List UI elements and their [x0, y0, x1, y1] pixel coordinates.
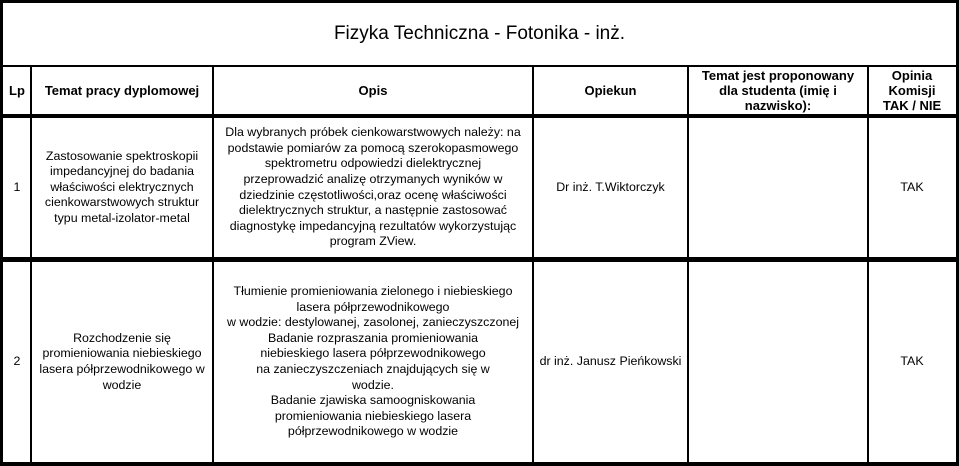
row-2-lp: 2 — [13, 354, 21, 369]
row-1-topic: Zastosowanie spektroskopii impedancyjnej do badania właściwości elektrycznych cienkowarstwowych struktur typu metal-izolator-metal — [44, 148, 200, 225]
border-col-description — [532, 65, 534, 466]
row-1-lp: 1 — [13, 179, 21, 194]
row-1-proposed — [688, 118, 868, 257]
header-opinion: Opinia Komisji TAK / NIE — [882, 68, 942, 113]
header-proposed: Temat jest proponowany dla studenta (imię i nazwisko): — [701, 68, 855, 113]
header-lp: Lp — [9, 83, 25, 98]
border-top — [0, 0, 959, 3]
row-1-supervisor: Dr inż. T.Wiktorczyk — [556, 179, 665, 194]
row-2-opinion: TAK — [900, 354, 924, 369]
table-title: Fizyka Techniczna - Fotonika - inż. — [333, 23, 626, 45]
border-col-proposed — [867, 65, 869, 466]
border-col-lp — [30, 65, 32, 466]
row-2-proposed — [688, 262, 868, 462]
border-col-supervisor — [687, 65, 689, 466]
border-row1-bottom — [0, 257, 959, 262]
border-bottom — [0, 462, 959, 466]
border-header-bottom — [0, 114, 959, 118]
border-left — [0, 0, 3, 466]
header-supervisor: Opiekun — [584, 83, 637, 98]
row-2-description: Tłumienie promieniowania zielonego i niebieskiego lasera półprzewodnikowego w wodzie: destylowanej, zasolonej, zanieczyszczonej Badanie rozpraszania promieniowania niebieskiego lasera półprzewodnikowego na zanieczyszczeniach znajdujących się w wodzie. Badanie zjawiska samoogniskowania promieniowania niebieskiego lasera półprzewodnikowego w wodzie — [226, 284, 519, 439]
row-2-supervisor: dr inż. Janusz Pieńkowski — [539, 354, 682, 369]
row-1-opinion: TAK — [900, 179, 924, 194]
border-title-bottom — [0, 65, 959, 67]
header-topic: Temat pracy dyplomowej — [44, 83, 200, 98]
header-description: Opis — [358, 83, 388, 98]
row-2-topic: Rozchodzenie się promieniowania niebieskiego lasera półprzewodnikowego w wodzie — [39, 330, 205, 392]
border-col-topic — [212, 65, 214, 466]
row-1-description: Dla wybranych próbek cienkowarstwowych należy: na podstawie pomiarów za pomocą szerokopasmowego spektrometru odpowiedzi dielektrycznej przeprowadzić analizę otrzymanych wyników w dziedzinie częstotliwości,oraz ocenę właściwości dielektrycznych struktur, a następnie zastosować diagnostykę impedancyjną rezultatów wykorzystując program ZView. — [225, 125, 521, 249]
